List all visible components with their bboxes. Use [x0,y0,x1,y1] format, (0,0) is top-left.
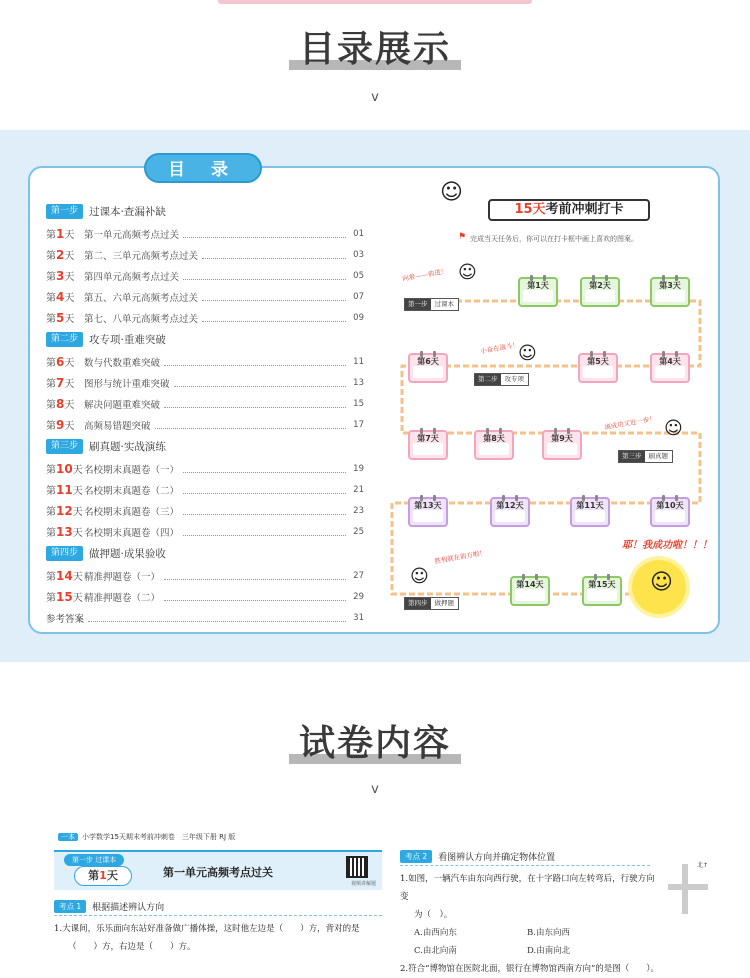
boy-figure-icon: ☺ [410,566,429,587]
toc-reference: 参考答案 31 [46,612,364,625]
boy-figure-icon: ☺ [664,418,683,439]
handwritten-note: 离成功又近一步！ [603,414,657,432]
toc-row: 第3天 第四单元高频考点过关 05 [46,269,364,283]
toc-tab: 目 录 [144,153,262,183]
checkin-banner: 15天考前冲刺打卡 [488,199,650,221]
checkin-card: 第13天 [408,497,448,527]
checkin-card: 第14天 [510,576,550,606]
toc-step-header: 第一步 过课本·查漏补缺 [46,201,364,221]
toc-step-header: 第三步 刷真题·实战演练 [46,436,364,456]
chevron-down-icon: v [371,782,379,797]
question-text: 1.如图，一辆汽车由东向西行驶，在十字路口向左转弯后，行驶方向变 [400,874,655,902]
checkin-card: 第11天 [570,497,610,527]
qr-code-icon [346,856,368,878]
top-divider [218,0,532,4]
step-box: 第四步 做押题 [404,597,459,610]
checkin-card: 第7天 [408,430,448,460]
exam-header: 一本 小学数学15天期末考前冲刺卷 三年级下册 RJ 版 [58,832,235,842]
boy-figure-icon: ☺ [458,262,477,283]
handwritten-note: 胜利就在前方啦！ [433,548,487,566]
exam-preview [42,832,708,974]
chevron-down-icon: v [371,90,379,105]
flag-icon: ⚑ [458,232,467,242]
checkin-card: 第10天 [650,497,690,527]
toc-row: 第2天 第二、三单元高频考点过关 03 [46,248,364,262]
toc-row: 第10天 名校期末真题卷（一） 19 [46,462,364,476]
checkin-card: 第2天 [580,277,620,307]
checkin-card: 第6天 [408,353,448,383]
question-text: 为（ ）。 [414,910,453,920]
checkin-card: 第1天 [518,277,558,307]
toc-row: 第6天 数与代数重难突破 11 [46,355,364,369]
toc-row: 第12天 名校期末真题卷（三） 23 [46,504,364,518]
checkin-card: 第5天 [578,353,618,383]
toc-row: 第4天 第五、六单元高频考点过关 07 [46,290,364,304]
question-text: 2.符合“博物馆在医院北面，银行在博物馆西南方向”的是图（ ）。 [400,964,660,974]
toc-row: 第5天 第七、八单元高频考点过关 09 [46,311,364,325]
handwritten-note: 小奋在战斗！ [479,340,520,356]
checkin-card: 第4天 [650,353,690,383]
checkin-card: 第9天 [542,430,582,460]
toc-row: 第11天 名校期末真题卷（二） 21 [46,483,364,497]
step-box: 第三步 刷真题 [618,450,673,463]
toc-step-header: 第二步 攻专项·重难突破 [46,329,364,349]
knowledge-point-1: 考点 1 根据描述辨认方向 [54,900,382,913]
toc-row: 第15天 精准押题卷（二） 29 [46,590,364,604]
question-text: （ ）方，右边是（ ）方。 [68,942,196,952]
boy-cheering-icon: ☺ [440,180,463,205]
checkin-card: 第12天 [490,497,530,527]
checkin-card: 第8天 [474,430,514,460]
toc-row: 第13天 名校期末真题卷（四） 25 [46,525,364,539]
checkin-card: 第15天 [582,576,622,606]
section-title-exam: 试卷内容 [0,722,750,766]
boy-celebrating-icon: ☺ [650,570,673,595]
boy-figure-icon: ☺ [518,343,537,364]
toc-row: 第9天 高频易错题突破 17 [46,418,364,432]
knowledge-point-2: 考点 2 看图辨认方向并确定物体位置 [400,850,708,863]
handwritten-note: 向着——前进！ [401,267,448,283]
crossroad-map-icon: 北↑ [668,860,708,916]
section-title-toc: 目录展示 [0,28,750,72]
success-text: 耶！我成功啦！！！ [622,540,712,551]
step-box: 第二步 攻专项 [474,373,529,386]
question-text: 1.大课间，乐乐面向东站好准备做广播体操，这时他左边是（ ）方，背对的是 [54,924,360,934]
toc-step-header: 第四步 做押题·成果验收 [46,543,364,563]
answer-options: A.由西向东 B.由东向西 C.由北向南 D.由南向北 [414,928,571,956]
step-box: 第一步 过课本 [404,298,459,311]
toc-row: 第1天 第一单元高频考点过关 01 [46,227,364,241]
toc-row: 第8天 解决问题重难突破 15 [46,397,364,411]
checkin-note: 完成当天任务后，你可以在打卡框中画上喜欢的图案。 [470,235,638,243]
exam-right-page [400,850,708,978]
toc-row: 第7天 图形与统计重难突破 13 [46,376,364,390]
day-header: 第一步 过课本 第1天 第一单元高频考点过关 视频讲解题 [54,850,382,890]
toc-row: 第14天 精准押题卷（一） 27 [46,569,364,583]
table-of-contents [46,200,364,628]
checkin-card: 第3天 [650,277,690,307]
exam-left-page [54,850,382,956]
